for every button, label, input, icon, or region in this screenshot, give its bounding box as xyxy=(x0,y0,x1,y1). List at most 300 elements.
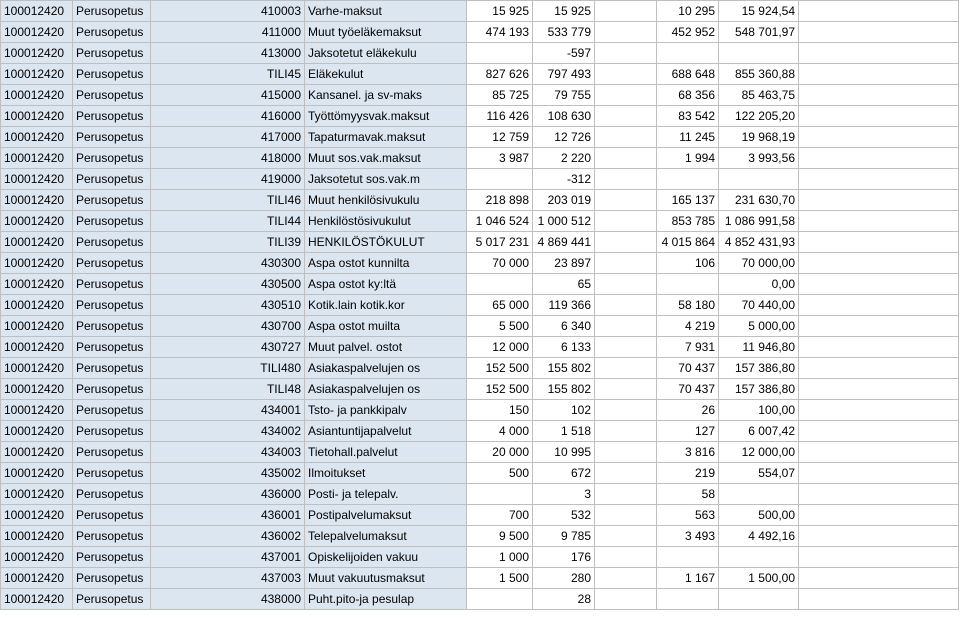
cost-center-cell[interactable]: 100012420 xyxy=(1,148,73,169)
actual-cell[interactable]: 6 133 xyxy=(533,337,595,358)
spacer-cell[interactable] xyxy=(595,190,657,211)
forecast-cell[interactable]: 231 630,70 xyxy=(719,190,799,211)
table-row xyxy=(1,232,959,253)
unit-cell[interactable]: Perusopetus xyxy=(73,190,151,211)
cost-center-cell[interactable]: 100012420 xyxy=(1,232,73,253)
table-row xyxy=(1,253,959,274)
actual-cell[interactable]: 6 340 xyxy=(533,316,595,337)
account-name-cell[interactable]: Postipalvelumaksut xyxy=(305,505,467,526)
previous-year-cell[interactable]: 3 816 xyxy=(657,442,719,463)
empty-cell[interactable] xyxy=(799,421,959,442)
previous-year-cell[interactable]: 452 952 xyxy=(657,22,719,43)
account-code-cell[interactable]: 434003 xyxy=(151,442,305,463)
empty-cell[interactable] xyxy=(799,169,959,190)
actual-cell[interactable]: 119 366 xyxy=(533,295,595,316)
unit-cell[interactable]: Perusopetus xyxy=(73,421,151,442)
unit-cell[interactable]: Perusopetus xyxy=(73,400,151,421)
budget-cell[interactable] xyxy=(467,274,533,295)
account-code-cell[interactable]: 436002 xyxy=(151,526,305,547)
account-name-cell[interactable]: Jaksotetut sos.vak.m xyxy=(305,169,467,190)
forecast-cell[interactable] xyxy=(719,484,799,505)
forecast-cell[interactable]: 855 360,88 xyxy=(719,64,799,85)
account-name-cell[interactable]: Työttömyysvak.maksut xyxy=(305,106,467,127)
actual-cell[interactable]: 4 869 441 xyxy=(533,232,595,253)
account-code-cell[interactable]: 430300 xyxy=(151,253,305,274)
table-row xyxy=(1,169,959,190)
actual-cell[interactable]: -597 xyxy=(533,43,595,64)
previous-year-cell[interactable]: 853 785 xyxy=(657,211,719,232)
budget-cell[interactable]: 116 426 xyxy=(467,106,533,127)
previous-year-cell[interactable]: 58 xyxy=(657,484,719,505)
previous-year-cell[interactable]: 70 437 xyxy=(657,358,719,379)
unit-cell[interactable]: Perusopetus xyxy=(73,379,151,400)
account-name-cell[interactable]: Muut palvel. ostot xyxy=(305,337,467,358)
previous-year-cell[interactable]: 58 180 xyxy=(657,295,719,316)
forecast-cell[interactable]: 11 946,80 xyxy=(719,337,799,358)
empty-cell[interactable] xyxy=(799,211,959,232)
empty-cell[interactable] xyxy=(799,358,959,379)
account-code-cell[interactable]: 419000 xyxy=(151,169,305,190)
forecast-cell[interactable]: 12 000,00 xyxy=(719,442,799,463)
spacer-cell[interactable] xyxy=(595,379,657,400)
forecast-cell[interactable]: 554,07 xyxy=(719,463,799,484)
unit-cell[interactable]: Perusopetus xyxy=(73,43,151,64)
account-name-cell[interactable]: Muut vakuutusmaksut xyxy=(305,568,467,589)
forecast-cell[interactable]: 6 007,42 xyxy=(719,421,799,442)
spacer-cell[interactable] xyxy=(595,505,657,526)
account-code-cell[interactable]: 430727 xyxy=(151,337,305,358)
empty-cell[interactable] xyxy=(799,22,959,43)
forecast-cell[interactable]: 157 386,80 xyxy=(719,358,799,379)
previous-year-cell[interactable]: 10 295 xyxy=(657,1,719,22)
empty-cell[interactable] xyxy=(799,400,959,421)
account-name-cell[interactable]: Asiakaspalvelujen os xyxy=(305,358,467,379)
account-name-cell[interactable]: Aspa ostot muilta xyxy=(305,316,467,337)
unit-cell[interactable]: Perusopetus xyxy=(73,526,151,547)
unit-cell[interactable]: Perusopetus xyxy=(73,64,151,85)
account-code-cell[interactable]: 430510 xyxy=(151,295,305,316)
actual-cell[interactable]: 102 xyxy=(533,400,595,421)
spacer-cell[interactable] xyxy=(595,400,657,421)
budget-cell[interactable] xyxy=(467,43,533,64)
budget-cell[interactable]: 1 500 xyxy=(467,568,533,589)
cost-center-cell[interactable]: 100012420 xyxy=(1,106,73,127)
account-name-cell[interactable]: Henkilöstösivukulut xyxy=(305,211,467,232)
account-code-cell[interactable]: 417000 xyxy=(151,127,305,148)
table-row xyxy=(1,442,959,463)
account-code-cell[interactable]: 435002 xyxy=(151,463,305,484)
empty-cell[interactable] xyxy=(799,484,959,505)
account-code-cell[interactable]: TILI44 xyxy=(151,211,305,232)
empty-cell[interactable] xyxy=(799,85,959,106)
unit-cell[interactable]: Perusopetus xyxy=(73,358,151,379)
account-name-cell[interactable]: Aspa ostot ky:ltä xyxy=(305,274,467,295)
table-row xyxy=(1,589,959,610)
account-name-cell[interactable]: Tapaturmavak.maksut xyxy=(305,127,467,148)
actual-cell[interactable]: 79 755 xyxy=(533,85,595,106)
actual-cell[interactable]: 797 493 xyxy=(533,64,595,85)
empty-cell[interactable] xyxy=(799,232,959,253)
account-code-cell[interactable]: 430500 xyxy=(151,274,305,295)
previous-year-cell[interactable] xyxy=(657,43,719,64)
forecast-cell[interactable] xyxy=(719,43,799,64)
spacer-cell[interactable] xyxy=(595,358,657,379)
cost-center-cell[interactable]: 100012420 xyxy=(1,274,73,295)
unit-cell[interactable]: Perusopetus xyxy=(73,505,151,526)
empty-cell[interactable] xyxy=(799,295,959,316)
actual-cell[interactable]: 10 995 xyxy=(533,442,595,463)
unit-cell[interactable]: Perusopetus xyxy=(73,547,151,568)
previous-year-cell[interactable]: 1 994 xyxy=(657,148,719,169)
budget-cell[interactable]: 20 000 xyxy=(467,442,533,463)
account-name-cell[interactable]: Muut henkilösivukulu xyxy=(305,190,467,211)
previous-year-cell[interactable]: 563 xyxy=(657,505,719,526)
spacer-cell[interactable] xyxy=(595,568,657,589)
budget-cell[interactable]: 150 xyxy=(467,400,533,421)
cost-center-cell[interactable]: 100012420 xyxy=(1,442,73,463)
cost-center-cell[interactable]: 100012420 xyxy=(1,379,73,400)
budget-cell[interactable]: 12 000 xyxy=(467,337,533,358)
cost-center-cell[interactable]: 100012420 xyxy=(1,400,73,421)
cost-center-cell[interactable]: 100012420 xyxy=(1,127,73,148)
spacer-cell[interactable] xyxy=(595,232,657,253)
account-code-cell[interactable]: 437001 xyxy=(151,547,305,568)
account-code-cell[interactable]: 413000 xyxy=(151,43,305,64)
cost-center-cell[interactable]: 100012420 xyxy=(1,253,73,274)
forecast-cell[interactable]: 0,00 xyxy=(719,274,799,295)
actual-cell[interactable]: 2 220 xyxy=(533,148,595,169)
unit-cell[interactable]: Perusopetus xyxy=(73,253,151,274)
spacer-cell[interactable] xyxy=(595,295,657,316)
unit-cell[interactable]: Perusopetus xyxy=(73,316,151,337)
budget-cell[interactable]: 70 000 xyxy=(467,253,533,274)
account-name-cell[interactable]: Asiantuntijapalvelut xyxy=(305,421,467,442)
table-row xyxy=(1,505,959,526)
budget-cell[interactable]: 218 898 xyxy=(467,190,533,211)
empty-cell[interactable] xyxy=(799,1,959,22)
account-code-cell[interactable]: 415000 xyxy=(151,85,305,106)
budget-cell[interactable]: 12 759 xyxy=(467,127,533,148)
account-code-cell[interactable]: TILI46 xyxy=(151,190,305,211)
budget-cell[interactable]: 5 017 231 xyxy=(467,232,533,253)
empty-cell[interactable] xyxy=(799,505,959,526)
account-name-cell[interactable]: Posti- ja telepalv. xyxy=(305,484,467,505)
unit-cell[interactable]: Perusopetus xyxy=(73,463,151,484)
previous-year-cell[interactable]: 106 xyxy=(657,253,719,274)
actual-cell[interactable]: 108 630 xyxy=(533,106,595,127)
forecast-cell[interactable]: 548 701,97 xyxy=(719,22,799,43)
actual-cell[interactable]: 9 785 xyxy=(533,526,595,547)
previous-year-cell[interactable]: 70 437 xyxy=(657,379,719,400)
spreadsheet-body xyxy=(1,1,959,610)
budget-cell[interactable]: 827 626 xyxy=(467,64,533,85)
empty-cell[interactable] xyxy=(799,337,959,358)
previous-year-cell[interactable]: 219 xyxy=(657,463,719,484)
account-code-cell[interactable]: TILI39 xyxy=(151,232,305,253)
cost-center-cell[interactable]: 100012420 xyxy=(1,337,73,358)
forecast-cell[interactable] xyxy=(719,589,799,610)
account-code-cell[interactable]: TILI45 xyxy=(151,64,305,85)
account-code-cell[interactable]: 411000 xyxy=(151,22,305,43)
budget-cell[interactable]: 4 000 xyxy=(467,421,533,442)
forecast-cell[interactable]: 3 993,56 xyxy=(719,148,799,169)
cost-center-cell[interactable]: 100012420 xyxy=(1,484,73,505)
forecast-cell[interactable] xyxy=(719,547,799,568)
cost-center-cell[interactable]: 100012420 xyxy=(1,358,73,379)
previous-year-cell[interactable]: 83 542 xyxy=(657,106,719,127)
empty-cell[interactable] xyxy=(799,64,959,85)
empty-cell[interactable] xyxy=(799,106,959,127)
spacer-cell[interactable] xyxy=(595,547,657,568)
account-name-cell[interactable]: Muut sos.vak.maksut xyxy=(305,148,467,169)
budget-cell[interactable]: 15 925 xyxy=(467,1,533,22)
budget-cell[interactable]: 5 500 xyxy=(467,316,533,337)
account-code-cell[interactable]: 434002 xyxy=(151,421,305,442)
budget-cell[interactable]: 474 193 xyxy=(467,22,533,43)
account-name-cell[interactable]: Muut työeläkemaksut xyxy=(305,22,467,43)
empty-cell[interactable] xyxy=(799,379,959,400)
actual-cell[interactable]: 533 779 xyxy=(533,22,595,43)
account-name-cell[interactable]: Asiakaspalvelujen os xyxy=(305,379,467,400)
previous-year-cell[interactable] xyxy=(657,169,719,190)
account-code-cell[interactable]: TILI48 xyxy=(151,379,305,400)
previous-year-cell[interactable] xyxy=(657,589,719,610)
cost-center-cell[interactable]: 100012420 xyxy=(1,211,73,232)
actual-cell[interactable]: 176 xyxy=(533,547,595,568)
empty-cell[interactable] xyxy=(799,589,959,610)
forecast-cell[interactable]: 4 492,16 xyxy=(719,526,799,547)
budget-cell[interactable] xyxy=(467,589,533,610)
forecast-cell[interactable]: 157 386,80 xyxy=(719,379,799,400)
cost-center-cell[interactable]: 100012420 xyxy=(1,463,73,484)
budget-cell[interactable]: 85 725 xyxy=(467,85,533,106)
unit-cell[interactable]: Perusopetus xyxy=(73,1,151,22)
previous-year-cell[interactable]: 1 167 xyxy=(657,568,719,589)
account-code-cell[interactable]: TILI480 xyxy=(151,358,305,379)
actual-cell[interactable]: 15 925 xyxy=(533,1,595,22)
spacer-cell[interactable] xyxy=(595,64,657,85)
unit-cell[interactable]: Perusopetus xyxy=(73,211,151,232)
spacer-cell[interactable] xyxy=(595,211,657,232)
account-code-cell[interactable]: 416000 xyxy=(151,106,305,127)
previous-year-cell[interactable]: 26 xyxy=(657,400,719,421)
account-name-cell[interactable]: Varhe-maksut xyxy=(305,1,467,22)
spacer-cell[interactable] xyxy=(595,253,657,274)
cost-center-cell[interactable]: 100012420 xyxy=(1,85,73,106)
previous-year-cell[interactable]: 127 xyxy=(657,421,719,442)
account-name-cell[interactable]: Jaksotetut eläkekulu xyxy=(305,43,467,64)
account-code-cell[interactable]: 436000 xyxy=(151,484,305,505)
empty-cell[interactable] xyxy=(799,526,959,547)
account-name-cell[interactable]: Ilmoitukset xyxy=(305,463,467,484)
table-row xyxy=(1,526,959,547)
actual-cell[interactable]: 1 518 xyxy=(533,421,595,442)
account-name-cell[interactable]: Kotik.lain kotik.kor xyxy=(305,295,467,316)
forecast-cell[interactable]: 70 440,00 xyxy=(719,295,799,316)
unit-cell[interactable]: Perusopetus xyxy=(73,85,151,106)
budget-cell[interactable]: 3 987 xyxy=(467,148,533,169)
previous-year-cell[interactable]: 4 015 864 xyxy=(657,232,719,253)
empty-cell[interactable] xyxy=(799,127,959,148)
previous-year-cell[interactable]: 68 356 xyxy=(657,85,719,106)
unit-cell[interactable]: Perusopetus xyxy=(73,232,151,253)
cost-center-cell[interactable]: 100012420 xyxy=(1,1,73,22)
previous-year-cell[interactable]: 11 245 xyxy=(657,127,719,148)
actual-cell[interactable]: 3 xyxy=(533,484,595,505)
account-name-cell[interactable]: Tsto- ja pankkipalv xyxy=(305,400,467,421)
cost-center-cell[interactable]: 100012420 xyxy=(1,505,73,526)
empty-cell[interactable] xyxy=(799,316,959,337)
actual-cell[interactable]: 203 019 xyxy=(533,190,595,211)
forecast-cell[interactable]: 19 968,19 xyxy=(719,127,799,148)
account-name-cell[interactable]: Eläkekulut xyxy=(305,64,467,85)
cost-center-cell[interactable]: 100012420 xyxy=(1,421,73,442)
actual-cell[interactable]: 1 000 512 xyxy=(533,211,595,232)
actual-cell[interactable]: 155 802 xyxy=(533,358,595,379)
actual-cell[interactable]: 532 xyxy=(533,505,595,526)
unit-cell[interactable]: Perusopetus xyxy=(73,337,151,358)
previous-year-cell[interactable]: 7 931 xyxy=(657,337,719,358)
cost-center-cell[interactable]: 100012420 xyxy=(1,169,73,190)
budget-cell[interactable] xyxy=(467,169,533,190)
forecast-cell[interactable]: 15 924,54 xyxy=(719,1,799,22)
previous-year-cell[interactable]: 165 137 xyxy=(657,190,719,211)
spacer-cell[interactable] xyxy=(595,106,657,127)
unit-cell[interactable]: Perusopetus xyxy=(73,274,151,295)
previous-year-cell[interactable] xyxy=(657,274,719,295)
spacer-cell[interactable] xyxy=(595,148,657,169)
empty-cell[interactable] xyxy=(799,568,959,589)
budget-cell[interactable] xyxy=(467,484,533,505)
unit-cell[interactable]: Perusopetus xyxy=(73,568,151,589)
cost-center-cell[interactable]: 100012420 xyxy=(1,568,73,589)
previous-year-cell[interactable] xyxy=(657,547,719,568)
spacer-cell[interactable] xyxy=(595,589,657,610)
actual-cell[interactable]: 280 xyxy=(533,568,595,589)
budget-cell[interactable]: 152 500 xyxy=(467,358,533,379)
spacer-cell[interactable] xyxy=(595,316,657,337)
unit-cell[interactable]: Perusopetus xyxy=(73,22,151,43)
spacer-cell[interactable] xyxy=(595,169,657,190)
spacer-cell[interactable] xyxy=(595,1,657,22)
budget-cell[interactable]: 500 xyxy=(467,463,533,484)
unit-cell[interactable]: Perusopetus xyxy=(73,169,151,190)
forecast-cell[interactable]: 85 463,75 xyxy=(719,85,799,106)
forecast-cell[interactable]: 1 500,00 xyxy=(719,568,799,589)
cost-center-cell[interactable]: 100012420 xyxy=(1,547,73,568)
cost-center-cell[interactable]: 100012420 xyxy=(1,589,73,610)
budget-cell[interactable]: 9 500 xyxy=(467,526,533,547)
spacer-cell[interactable] xyxy=(595,127,657,148)
actual-cell[interactable]: 23 897 xyxy=(533,253,595,274)
empty-cell[interactable] xyxy=(799,442,959,463)
account-name-cell[interactable]: Puht.pito-ja pesulap xyxy=(305,589,467,610)
actual-cell[interactable]: 155 802 xyxy=(533,379,595,400)
previous-year-cell[interactable]: 688 648 xyxy=(657,64,719,85)
account-code-cell[interactable]: 437003 xyxy=(151,568,305,589)
spacer-cell[interactable] xyxy=(595,484,657,505)
cost-center-cell[interactable]: 100012420 xyxy=(1,316,73,337)
account-code-cell[interactable]: 418000 xyxy=(151,148,305,169)
forecast-cell[interactable]: 122 205,20 xyxy=(719,106,799,127)
account-code-cell[interactable]: 410003 xyxy=(151,1,305,22)
empty-cell[interactable] xyxy=(799,43,959,64)
spacer-cell[interactable] xyxy=(595,274,657,295)
forecast-cell[interactable] xyxy=(719,169,799,190)
empty-cell[interactable] xyxy=(799,190,959,211)
unit-cell[interactable]: Perusopetus xyxy=(73,442,151,463)
forecast-cell[interactable]: 1 086 991,58 xyxy=(719,211,799,232)
unit-cell[interactable]: Perusopetus xyxy=(73,127,151,148)
spacer-cell[interactable] xyxy=(595,43,657,64)
actual-cell[interactable]: 28 xyxy=(533,589,595,610)
account-name-cell[interactable]: Opiskelijoiden vakuu xyxy=(305,547,467,568)
empty-cell[interactable] xyxy=(799,253,959,274)
account-name-cell[interactable]: Telepalvelumaksut xyxy=(305,526,467,547)
budget-cell[interactable]: 1 046 524 xyxy=(467,211,533,232)
spacer-cell[interactable] xyxy=(595,442,657,463)
unit-cell[interactable]: Perusopetus xyxy=(73,295,151,316)
cost-center-cell[interactable]: 100012420 xyxy=(1,295,73,316)
actual-cell[interactable]: -312 xyxy=(533,169,595,190)
account-name-cell[interactable]: Kansanel. ja sv-maks xyxy=(305,85,467,106)
cost-center-cell[interactable]: 100012420 xyxy=(1,43,73,64)
cost-center-cell[interactable]: 100012420 xyxy=(1,64,73,85)
forecast-cell[interactable]: 70 000,00 xyxy=(719,253,799,274)
previous-year-cell[interactable]: 3 493 xyxy=(657,526,719,547)
account-name-cell[interactable]: Aspa ostot kunnilta xyxy=(305,253,467,274)
spacer-cell[interactable] xyxy=(595,22,657,43)
forecast-cell[interactable]: 100,00 xyxy=(719,400,799,421)
table-row xyxy=(1,1,959,22)
unit-cell[interactable]: Perusopetus xyxy=(73,148,151,169)
unit-cell[interactable]: Perusopetus xyxy=(73,484,151,505)
account-code-cell[interactable]: 434001 xyxy=(151,400,305,421)
spacer-cell[interactable] xyxy=(595,421,657,442)
actual-cell[interactable]: 65 xyxy=(533,274,595,295)
cost-center-cell[interactable]: 100012420 xyxy=(1,526,73,547)
empty-cell[interactable] xyxy=(799,547,959,568)
spacer-cell[interactable] xyxy=(595,463,657,484)
unit-cell[interactable]: Perusopetus xyxy=(73,106,151,127)
account-name-cell[interactable]: Tietohall.palvelut xyxy=(305,442,467,463)
forecast-cell[interactable]: 5 000,00 xyxy=(719,316,799,337)
account-code-cell[interactable]: 438000 xyxy=(151,589,305,610)
cost-center-cell[interactable]: 100012420 xyxy=(1,190,73,211)
previous-year-cell[interactable]: 4 219 xyxy=(657,316,719,337)
budget-cell[interactable]: 1 000 xyxy=(467,547,533,568)
forecast-cell[interactable]: 4 852 431,93 xyxy=(719,232,799,253)
actual-cell[interactable]: 672 xyxy=(533,463,595,484)
empty-cell[interactable] xyxy=(799,148,959,169)
table-row xyxy=(1,547,959,568)
spacer-cell[interactable] xyxy=(595,526,657,547)
spacer-cell[interactable] xyxy=(595,337,657,358)
budget-cell[interactable]: 65 000 xyxy=(467,295,533,316)
cost-center-cell[interactable]: 100012420 xyxy=(1,22,73,43)
account-code-cell[interactable]: 436001 xyxy=(151,505,305,526)
account-name-cell[interactable]: HENKILÖSTÖKULUT xyxy=(305,232,467,253)
actual-cell[interactable]: 12 726 xyxy=(533,127,595,148)
account-code-cell[interactable]: 430700 xyxy=(151,316,305,337)
empty-cell[interactable] xyxy=(799,463,959,484)
budget-cell[interactable]: 700 xyxy=(467,505,533,526)
budget-cell[interactable]: 152 500 xyxy=(467,379,533,400)
empty-cell[interactable] xyxy=(799,274,959,295)
spacer-cell[interactable] xyxy=(595,85,657,106)
forecast-cell[interactable]: 500,00 xyxy=(719,505,799,526)
unit-cell[interactable]: Perusopetus xyxy=(73,589,151,610)
